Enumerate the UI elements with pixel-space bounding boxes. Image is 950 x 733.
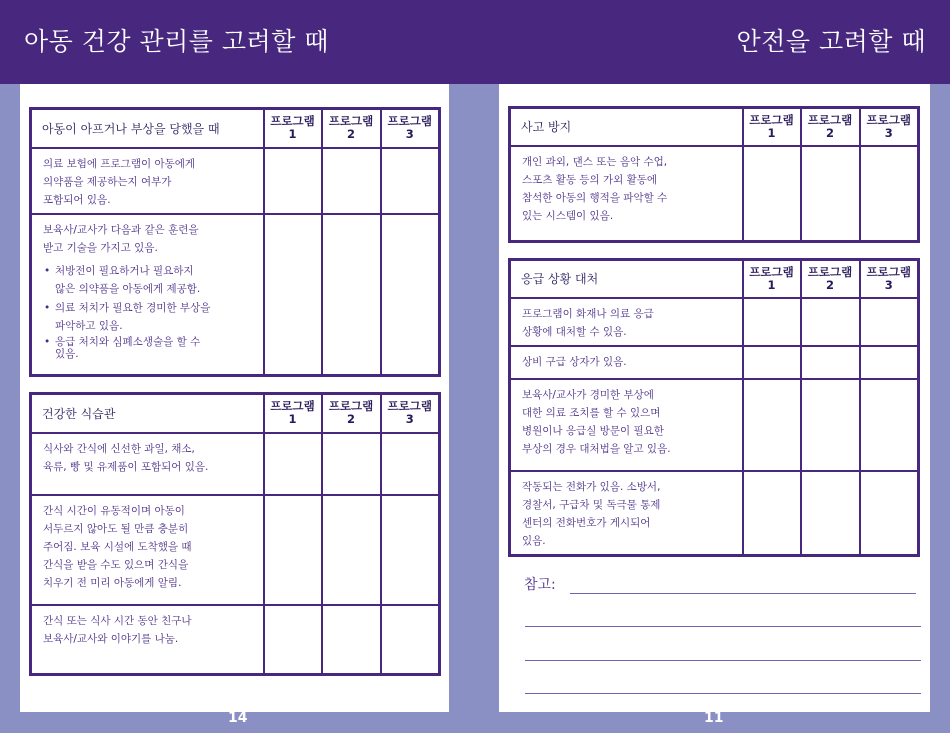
program-3-header: 프로그램 3 xyxy=(381,394,440,433)
criterion-text: 의료 보험에 프로그램이 아동에게 의약품을 제공하는지 여부가 포함되어 있음. xyxy=(31,148,264,214)
check-cell[interactable] xyxy=(322,148,381,214)
check-cell[interactable] xyxy=(743,346,801,379)
criterion-text: 간식 또는 식사 시간 동안 친구나 보육사/교사와 이야기를 나눔. xyxy=(31,605,264,675)
check-cell[interactable] xyxy=(743,471,801,556)
table-row xyxy=(510,346,919,379)
check-cell[interactable] xyxy=(264,214,322,376)
notes-line[interactable] xyxy=(570,593,916,594)
check-cell[interactable] xyxy=(381,495,440,605)
criterion-text: 보육사/교사가 경미한 부상에 대한 의료 조치를 할 수 있으며 병원이나 응급실 방문이 필요한 부상의 경우 대처법을 알고 있음. xyxy=(510,379,743,471)
table-row xyxy=(31,605,440,675)
ill-injured-title: 아동이 아프거나 부상을 당했을 때 xyxy=(31,109,264,148)
right-page-title: 안전을 고려할 때 xyxy=(736,27,926,56)
page-number-left: 14 xyxy=(228,710,248,726)
healthy-diet-title: 건강한 식습관 xyxy=(31,394,264,433)
page-number-right: 11 xyxy=(704,710,724,726)
check-cell[interactable] xyxy=(801,471,860,556)
check-cell[interactable] xyxy=(322,605,381,675)
check-cell[interactable] xyxy=(860,298,919,346)
check-cell[interactable] xyxy=(743,298,801,346)
check-cell[interactable] xyxy=(322,495,381,605)
check-cell[interactable] xyxy=(264,495,322,605)
list-item: • 처방전이 필요하거나 필요하지 않은 의약품을 아동에게 제공함. xyxy=(55,262,255,298)
header-banner xyxy=(0,0,950,84)
criterion-text: 프로그램이 화재나 의료 응급 상황에 대처할 수 있음. xyxy=(510,298,743,346)
check-cell[interactable] xyxy=(801,379,860,471)
table-row xyxy=(510,471,919,556)
criterion-text: 간식 시간이 유동적이며 아동이 서두르지 않아도 될 만큼 충분히 주어짐. 보육 시설에 도착했을 때 간식을 받을 수도 있으며 간식을 치우기 전 미리 아동에게 알림. xyxy=(31,495,264,605)
notes-line[interactable] xyxy=(525,626,921,627)
table-row xyxy=(31,214,440,376)
table-row xyxy=(31,148,440,214)
criterion-text: 작동되는 전화가 있음. 소방서, 경찰서, 구급차 및 독극물 통제 센터의 전화번호가 게시되어 있음. xyxy=(510,471,743,556)
table-row xyxy=(31,433,440,495)
left-page-title: 아동 건강 관리를 고려할 때 xyxy=(24,27,329,56)
check-cell[interactable] xyxy=(860,146,919,242)
accident-prevention-title: 사고 방지 xyxy=(510,108,743,146)
check-cell[interactable] xyxy=(381,148,440,214)
program-3-header: 프로그램 3 xyxy=(381,109,440,148)
program-1-header: 프로그램 1 xyxy=(743,260,801,298)
check-cell[interactable] xyxy=(860,379,919,471)
check-cell[interactable] xyxy=(322,433,381,495)
table-row xyxy=(510,379,919,471)
emergency-response-title: 응급 상황 대처 xyxy=(510,260,743,298)
check-cell[interactable] xyxy=(322,214,381,376)
check-cell[interactable] xyxy=(801,146,860,242)
notes-line[interactable] xyxy=(525,693,921,694)
check-cell[interactable] xyxy=(743,146,801,242)
check-cell[interactable] xyxy=(801,346,860,379)
check-cell[interactable] xyxy=(264,148,322,214)
check-cell[interactable] xyxy=(381,433,440,495)
check-cell[interactable] xyxy=(264,605,322,675)
program-2-header: 프로그램 2 xyxy=(801,260,860,298)
check-cell[interactable] xyxy=(743,379,801,471)
criterion-text: 보육사/교사가 다음과 같은 훈련을 받고 기술을 가지고 있음. • 처방전이 필요하거나 필요하지 않은 의약품을 아동에게 제공함. • 의료 처치가 필요한 경미한 부상을 파악하고 있음. • 응급 처치와 심폐소생술을 할 수 있음. xyxy=(31,214,264,376)
check-cell[interactable] xyxy=(801,298,860,346)
table-row xyxy=(510,298,919,346)
program-1-header: 프로그램 1 xyxy=(264,394,322,433)
criterion-text: 식사와 간식에 신선한 과일, 채소, 육류, 빵 및 유제품이 포함되어 있음. xyxy=(31,433,264,495)
emergency-response-table xyxy=(508,258,920,557)
notes-label: 참고: xyxy=(524,577,556,593)
program-2-header: 프로그램 2 xyxy=(322,109,381,148)
accident-prevention-table xyxy=(508,106,920,243)
ill-injured-table xyxy=(29,107,441,377)
notes-line[interactable] xyxy=(525,660,921,661)
check-cell[interactable] xyxy=(264,433,322,495)
table-row xyxy=(31,495,440,605)
check-cell[interactable] xyxy=(381,605,440,675)
list-item: • 의료 처치가 필요한 경미한 부상을 파악하고 있음. xyxy=(55,299,255,335)
program-2-header: 프로그램 2 xyxy=(322,394,381,433)
table-row xyxy=(510,146,919,242)
program-3-header: 프로그램 3 xyxy=(860,108,919,146)
program-1-header: 프로그램 1 xyxy=(743,108,801,146)
criterion-text: 개인 과외, 댄스 또는 음악 수업, 스포츠 활동 등의 가외 활동에 참석한 아동의 행적을 파악할 수 있는 시스템이 있음. xyxy=(510,146,743,242)
list-item: • 응급 처치와 심폐소생술을 할 수 있음. xyxy=(55,336,255,360)
program-3-header: 프로그램 3 xyxy=(860,260,919,298)
healthy-diet-table xyxy=(29,392,441,676)
check-cell[interactable] xyxy=(860,471,919,556)
check-cell[interactable] xyxy=(381,214,440,376)
program-1-header: 프로그램 1 xyxy=(264,109,322,148)
program-2-header: 프로그램 2 xyxy=(801,108,860,146)
check-cell[interactable] xyxy=(860,346,919,379)
criterion-text: 상비 구급 상자가 있음. xyxy=(510,346,743,379)
